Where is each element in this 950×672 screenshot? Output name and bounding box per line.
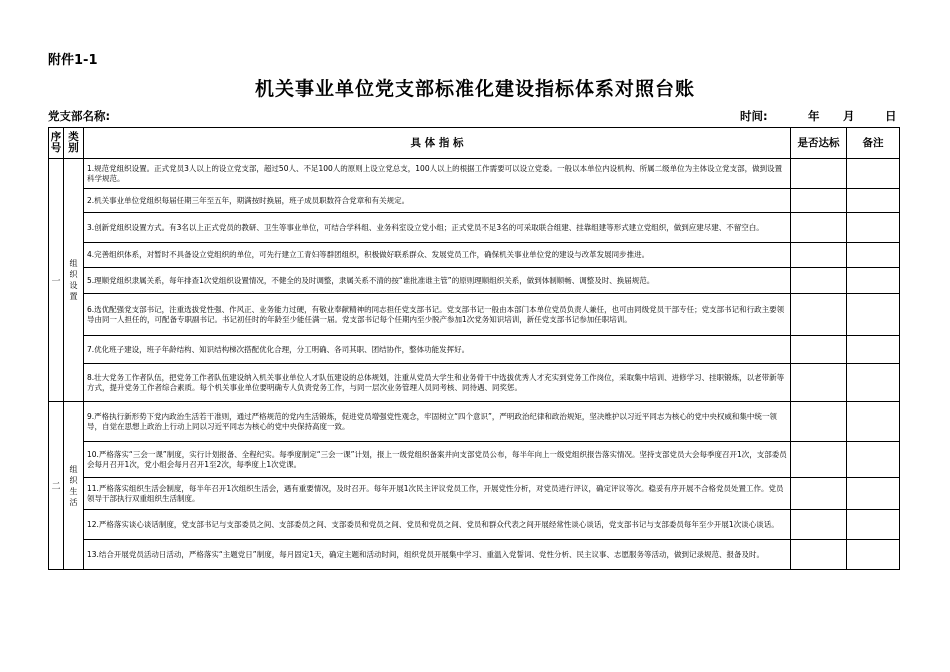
remark-cell[interactable] <box>847 243 900 268</box>
met-cell[interactable] <box>791 540 847 570</box>
indicator-text: 6.选优配强党支部书记，注重选拔党性强、作风正、业务能力过硬，有敬业奉献精神的同志担任党支部书记。党支部书记一般由本部门本单位党员负责人兼任，也可由同级党员干部专任；党支部书记和行政主要领导由同一人担任的，可配备专职副书记。书记初任时的年龄至少能任满一届。党支部书记每个任期内至少脱产参加1次党务知识培训，新任党支部书记参加任职培训。 <box>84 294 791 336</box>
indicator-text: 7.优化班子建设，班子年龄结构、知识结构梯次搭配优化合理，分工明确、各司其职、团结协作，整体功能发挥好。 <box>84 336 791 364</box>
remark-cell[interactable] <box>847 336 900 364</box>
date-label: 时间: <box>740 109 768 123</box>
group-category <box>64 402 84 570</box>
date-month: 月 <box>843 109 855 123</box>
remark-cell[interactable] <box>847 268 900 294</box>
met-cell[interactable] <box>791 510 847 540</box>
header-met: 是否达标 <box>791 128 847 159</box>
table-row <box>49 510 900 540</box>
indicator-text: 8.壮大党务工作者队伍，把党务工作者队伍建设纳入机关事业单位人才队伍建设的总体规划，注重从党员大学生和业务骨干中选拔优秀人才充实到党务工作岗位，采取集中培训、进修学习、挂职锻炼，以老带新等方式，提升党务工作者综合素质。每个机关事业单位要明确专人负责党务工作，与同一层次业务管理人员同考核、同待遇、同奖惩。 <box>84 364 791 402</box>
met-cell[interactable] <box>791 159 847 189</box>
table-row <box>49 364 900 402</box>
met-cell[interactable] <box>791 336 847 364</box>
table-row <box>49 159 900 189</box>
remark-cell[interactable] <box>847 364 900 402</box>
met-cell[interactable] <box>791 243 847 268</box>
table-row <box>49 268 900 294</box>
met-cell[interactable] <box>791 294 847 336</box>
remark-cell[interactable] <box>847 294 900 336</box>
met-cell[interactable] <box>791 364 847 402</box>
date-line <box>740 108 900 124</box>
table-row <box>49 336 900 364</box>
remark-cell[interactable] <box>847 159 900 189</box>
indicator-text: 13.结合开展党员活动日活动，严格落实“主题党日”制度，每月固定1天，确定主题和活动时间，组织党员开展集中学习、重温入党誓词、党性分析、民主议事、志愿服务等活动，做到记录规范、报备及时。 <box>84 540 791 570</box>
header-indicator: 具 体 指 标 <box>84 128 791 159</box>
document-title: 机关事业单位党支部标准化建设指标体系对照台账 <box>254 78 695 100</box>
met-cell[interactable] <box>791 402 847 442</box>
indicator-text: 2.机关事业单位党组织每届任期三年至五年，期满按时换届，班子成员职数符合党章和有关规定。 <box>84 189 791 213</box>
table-row <box>49 442 900 478</box>
header-seq: 序号 <box>49 128 64 159</box>
remark-cell[interactable] <box>847 510 900 540</box>
indicator-text: 9.严格执行新形势下党内政治生活若干准则，通过严格规范的党内生活锻炼，促进党员增强党性观念，牢固树立“四个意识”，严明政治纪律和政治规矩，坚决维护以习近平同志为核心的党中央权威和集中统一领导，自觉在思想上政治上行动上同以习近平同志为核心的党中央保持高度一致。 <box>84 402 791 442</box>
remark-cell[interactable] <box>847 478 900 510</box>
header-remark: 备注 <box>847 128 900 159</box>
group-number: 二 <box>49 402 64 570</box>
indicator-table <box>48 127 900 570</box>
table-row <box>49 189 900 213</box>
met-cell[interactable] <box>791 189 847 213</box>
table-row <box>49 213 900 243</box>
date-day: 日 <box>885 109 897 123</box>
branch-name-label: 党支部名称: <box>48 109 111 123</box>
indicator-text: 5.理顺党组织隶属关系，每年排查1次党组织设置情况，不健全的及时调整，隶属关系不清的按“谁批准谁主管”的原则理顺组织关系，做到体制顺畅、调整及时、换届规范。 <box>84 268 791 294</box>
group-category <box>64 159 84 402</box>
table-row <box>49 540 900 570</box>
met-cell[interactable] <box>791 442 847 478</box>
remark-cell[interactable] <box>847 442 900 478</box>
met-cell[interactable] <box>791 213 847 243</box>
indicator-text: 12.严格落实谈心谈话制度，党支部书记与支部委员之间、支部委员之间、支部委员和党员之间、党员和党员之间、党员和群众代表之间开展经常性谈心谈话，党支部书记与支部委员每年至少开展1次谈心谈话。 <box>84 510 791 540</box>
remark-cell[interactable] <box>847 189 900 213</box>
indicator-text: 4.完善组织体系，对暂时不具备设立党组织的单位，可先行建立工青妇等群团组织，积极做好联系群众、发展党员工作，确保机关事业单位党的建设与改革发展同步推进。 <box>84 243 791 268</box>
indicator-text: 3.创新党组织设置方式。有3名以上正式党员的教研、卫生等事业单位，可结合学科组、业务科室设立党小组；正式党员不足3名的可采取联合组建、挂靠组建等形式建立党组织，做到应建尽建、不留空白。 <box>84 213 791 243</box>
indicator-text: 1.规范党组织设置。正式党员3人以上的设立党支部，超过50人、不足100人的原则上设立党总支，100人以上的根据工作需要可以设立党委。一般以本单位内设机构、所属二级单位为主体设立党支部，做到设置科学规范。 <box>84 159 791 189</box>
table-header-row <box>49 128 900 159</box>
table-row <box>49 243 900 268</box>
remark-cell[interactable] <box>847 540 900 570</box>
date-year: 年 <box>808 109 820 123</box>
met-cell[interactable] <box>791 478 847 510</box>
met-cell[interactable] <box>791 268 847 294</box>
remark-cell[interactable] <box>847 402 900 442</box>
header-category: 类别 <box>64 128 84 159</box>
group-category-text: 组织生活 <box>69 464 78 507</box>
attachment-label: 附件1-1 <box>48 53 98 68</box>
indicator-text: 10.严格落实“三会一课”制度，实行计划报备、全程纪实。每季度制定“三会一课”计划，报上一级党组织备案并向支部党员公布，每半年向上一级党组织报告落实情况。坚持支部党员大会每季度召开1次，支部委员会每月召开1次，党小组会每月召开1至2次，每季度上1次党课。 <box>84 442 791 478</box>
group-number: 一 <box>49 159 64 402</box>
table-row <box>49 294 900 336</box>
remark-cell[interactable] <box>847 213 900 243</box>
group-category-text: 组织设置 <box>69 259 78 301</box>
table-row <box>49 478 900 510</box>
table-row <box>49 402 900 442</box>
indicator-text: 11.严格落实组织生活会制度，每半年召开1次组织生活会，遇有重要情况，及时召开。每年开展1次民主评议党员工作，开展党性分析，对党员进行评议，确定评议等次。稳妥有序开展不合格党员处置工作。党员领导干部执行双重组织生活制度。 <box>84 478 791 510</box>
